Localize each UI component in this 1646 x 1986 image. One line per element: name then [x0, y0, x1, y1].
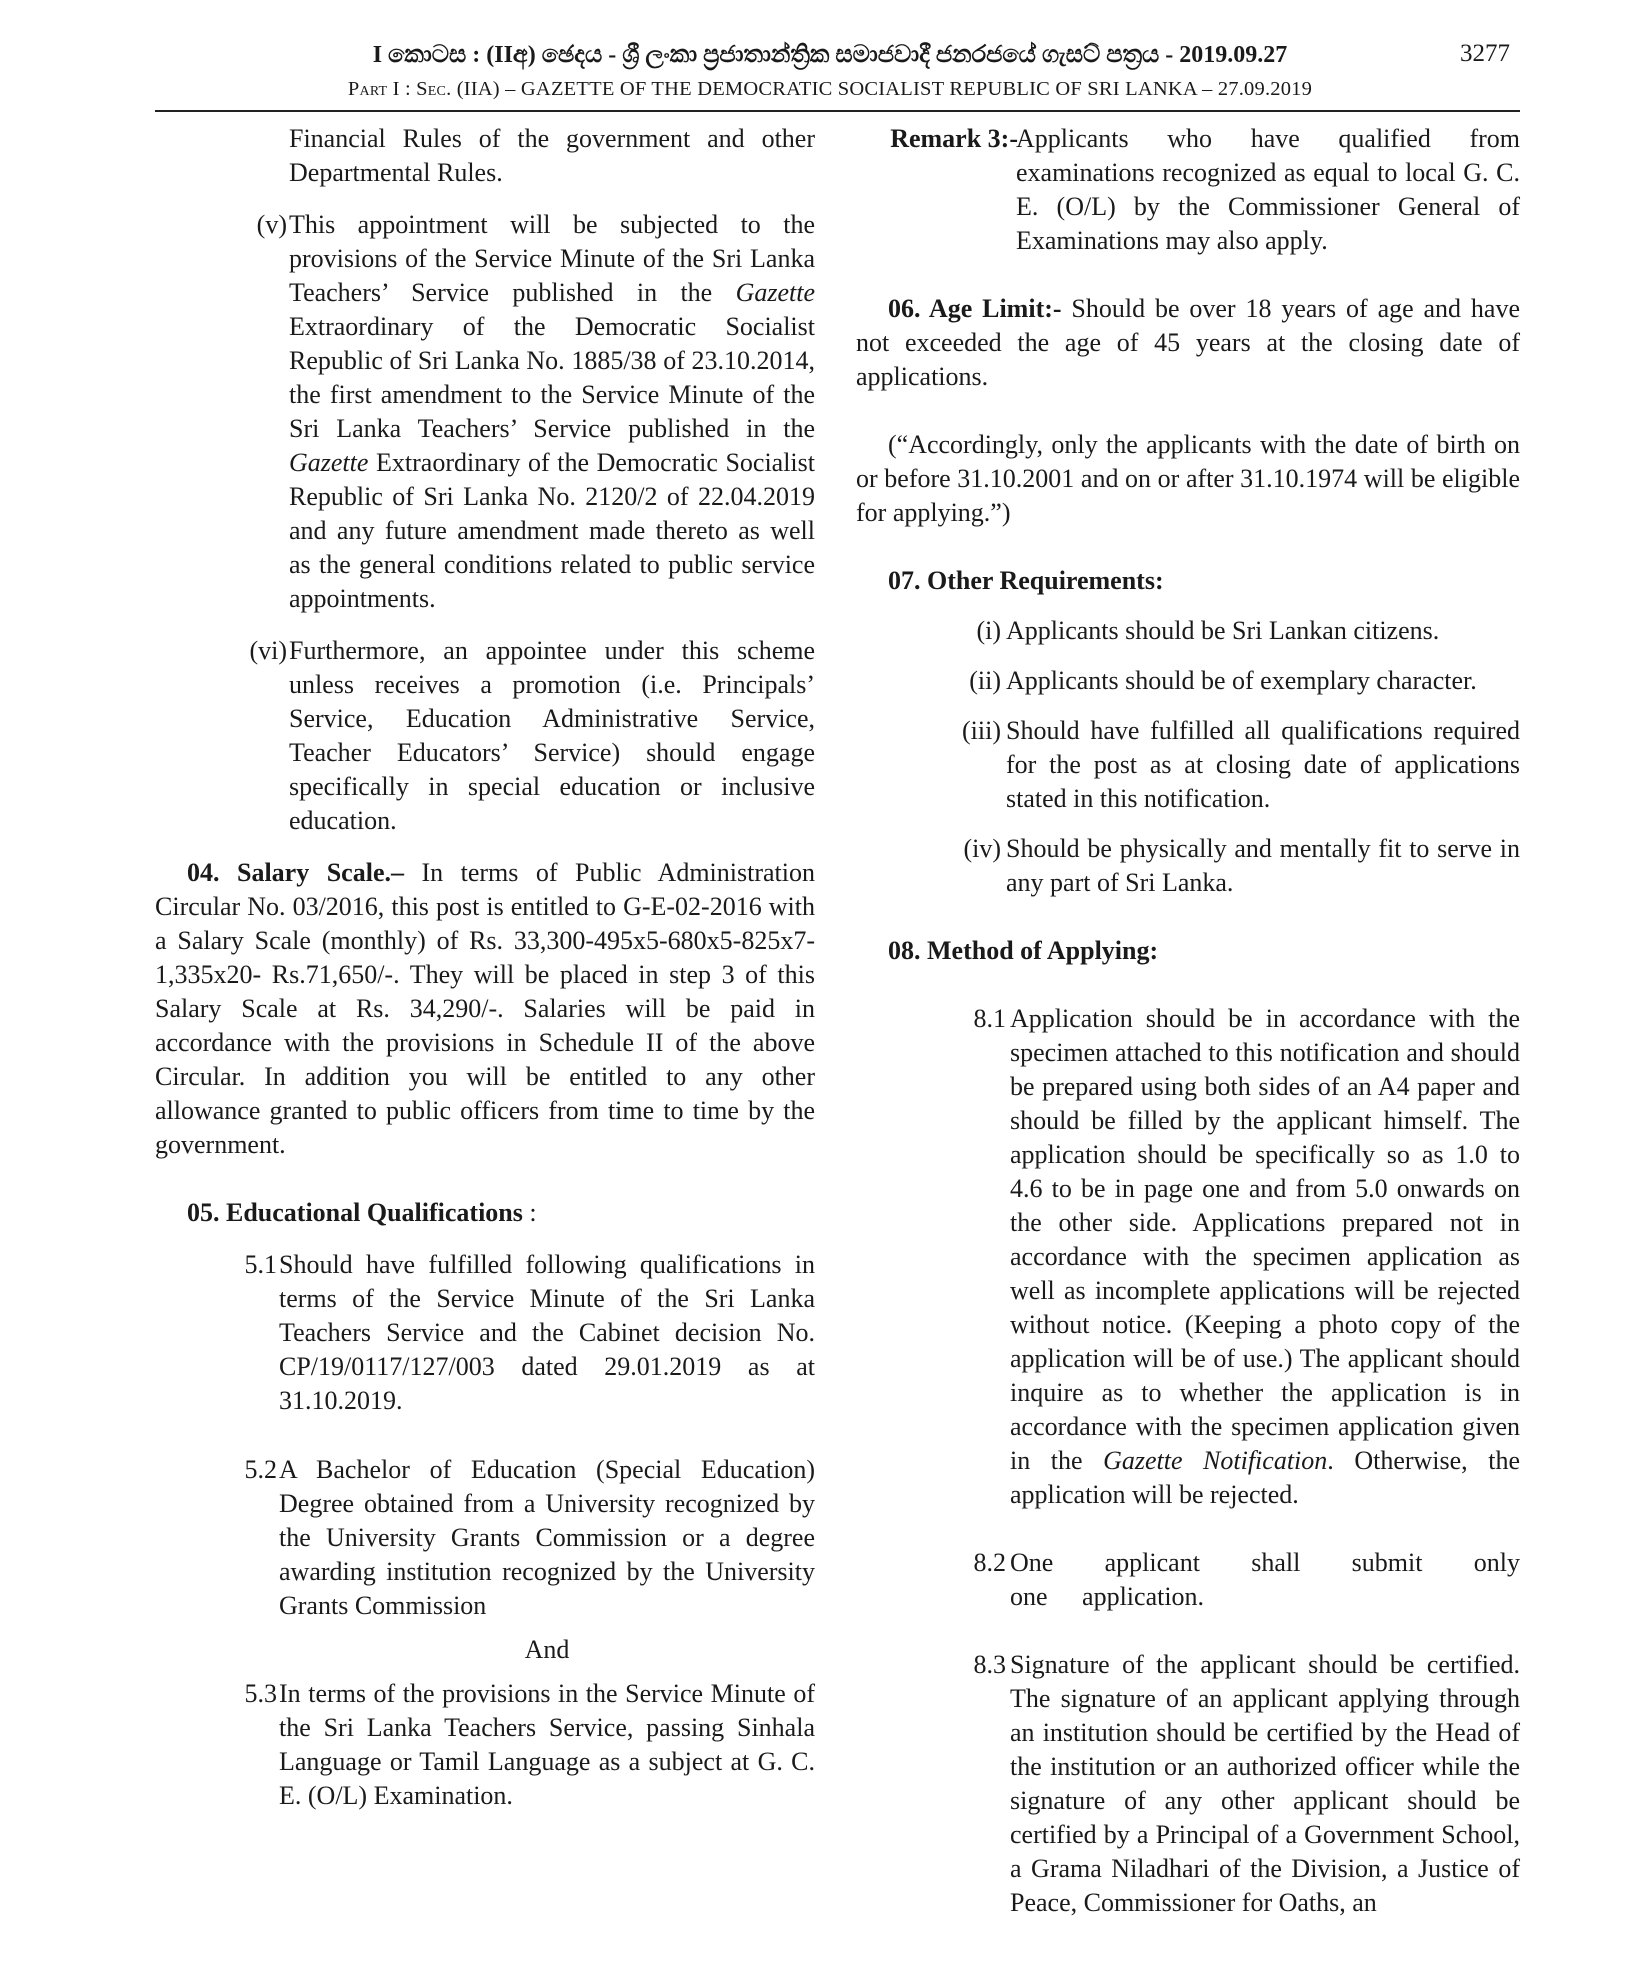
age-limit-note: (“Accordingly, only the applicants with the date of birth on or before 31.10.2001 and on or after 31.10.1974 will be eligible for applying.”)	[856, 430, 1520, 527]
m81-part-b: . Otherwise, the application will be rejected.	[1010, 1446, 1520, 1509]
age-limit-heading: 06. Age Limit:-	[888, 294, 1062, 323]
method-heading: 08. Method of Applying:	[888, 936, 1159, 965]
req-iii-label: (iii)	[962, 716, 1001, 745]
page-number: 3277	[1460, 40, 1510, 67]
age-limit-text: Should be over 18 years of age and have not exceeded the age of 45 years at the closing date of applications.	[856, 294, 1521, 391]
salary-scale-heading: 04. Salary Scale.–	[187, 858, 404, 887]
clause-v-part-c: Extraordinary of the Democratic Socialist Republic of Sri Lanka No. 2120/2 of 22.04.2019 and any future amendment made thereto as well as the general conditions related to public service appointments.	[289, 448, 816, 613]
requirement-iv	[963, 832, 1520, 900]
requirement-ii	[969, 664, 1520, 698]
m81-label: 8.1	[973, 1004, 1006, 1033]
header-rule	[155, 110, 1520, 112]
m81-gazette-notification: Gazette Notification	[1103, 1446, 1328, 1475]
requirement-i	[976, 614, 1520, 648]
other-requirements-heading-line	[856, 564, 1520, 598]
header-english-line: Part I : Sec. (IIA) – GAZETTE OF THE DEMOCRATIC SOCIALIST REPUBLIC OF SRI LANKA – 27.09.2019	[347, 78, 1313, 100]
clause-vi-text: Furthermore, an appointee under this scheme unless receives a promotion (i.e. Principals’ Service, Education Administrative Service, Teacher Educators’ Service) should engage specifically in special education or inclusive education.	[289, 636, 815, 835]
m82-text: One applicant shall submit only one application.	[1010, 1548, 1520, 1611]
qualification-5-3	[244, 1677, 815, 1813]
clause-v-label: (v)	[256, 210, 287, 239]
edu-heading-colon: :	[522, 1198, 537, 1227]
intro-continuation: Financial Rules of the government and other Departmental Rules.	[289, 124, 815, 187]
remark-3-label: Remark 3:-	[890, 124, 1018, 153]
req-iv-label: (iv)	[963, 834, 1001, 863]
qualification-5-1	[244, 1248, 815, 1418]
header-english-rest: (IIA) – GAZETTE OF THE DEMOCRATIC SOCIALIST REPUBLIC OF SRI LANKA – 27.09.2019	[456, 78, 1313, 100]
method-8-1	[973, 1002, 1520, 1512]
salary-scale-section	[155, 856, 815, 1162]
right-column	[856, 122, 1520, 1920]
clause-vi	[249, 634, 815, 838]
m83-text: Signature of the applicant should be certified. The signature of an applicant applying through an institution should be certified by the Head of the institution or an authorized officer while the signature of any other applicant should be certified by a Principal of a Government School, a Grama Niladhari of the Division, a Justice of Peace, Commissioner for Oaths, an	[1010, 1650, 1520, 1917]
edu-qualifications-heading: 05. Educational Qualifications	[187, 1198, 523, 1227]
requirement-iii	[962, 714, 1520, 816]
header-part: Part I	[347, 78, 400, 100]
q53-label: 5.3	[244, 1679, 277, 1708]
clause-vi-label: (vi)	[249, 636, 287, 665]
header-sinhala-line: I කොටස : (IIඅ) ඡෙදය - ශ්‍රී ලංකා ප්‍රජාතාන්ත්‍රික සමාජවාදී ජනරජයේ ගැසට් පත්‍රය - 2019.09.27	[372, 42, 1288, 68]
m81-text	[1010, 1002, 1520, 1512]
edu-qualifications-heading-line	[155, 1196, 815, 1230]
m81-part-a: Application should be in accordance with the specimen attached to this notification and should be prepared using both sides of an A4 paper and should be filled by the applicant himself. The application should be specifically so as 1.0 to 4.6 to be in page one and from 5.0 onwards on the other side. Applications prepared not in accordance with the specimen application as well as incomplete applications will be rejected without notice. (Keeping a photo copy of the application will be of use.) The applicant should inquire as to whether the application is in accordance with the specimen application given in the	[1010, 1004, 1520, 1475]
req-i-label: (i)	[976, 616, 1001, 645]
page-header	[155, 36, 1520, 112]
method-heading-line	[856, 934, 1520, 968]
method-8-3	[973, 1648, 1520, 1920]
clause-v-text	[289, 208, 815, 616]
clause-v-part-a: This appointment will be subjected to the provisions of the Service Minute of the Sri Lanka Teachers’ Service published in the	[289, 210, 815, 307]
header-sec: Sec.	[416, 78, 452, 100]
other-requirements-heading: 07. Other Requirements:	[888, 566, 1164, 595]
q52-label: 5.2	[244, 1455, 277, 1484]
remark-3-body: Applicants who have qualified from examinations recognized as equal to local G. C. E. (O/L) by the Commissioner General of Examinations may also apply.	[1016, 124, 1520, 255]
clause-v-gazette-1: Gazette	[735, 278, 815, 307]
and-connector: And	[524, 1635, 570, 1664]
salary-scale-text: In terms of Public Administration Circular No. 03/2016, this post is entitled to G-E-02-2016 with a Salary Scale (monthly) of Rs. 33,300-495x5-680x5-825x7-1,335x20- Rs.71,650/-. They will be placed in step 3 of this Salary Scale at Rs. 34,290/-. Salaries will be paid in accordance with the provisions in Schedule II of the above Circular. In addition you will be entitled to any other allowance granted to public officers from time to time by the government.	[155, 858, 815, 1159]
clause-v-gazette-2: Gazette	[289, 448, 369, 477]
req-ii-text: Applicants should be of exemplary character.	[1006, 666, 1477, 695]
m83-label: 8.3	[973, 1650, 1006, 1679]
remark-3	[890, 122, 1520, 258]
clause-v	[256, 208, 816, 616]
q51-label: 5.1	[244, 1250, 277, 1279]
m82-label: 8.2	[973, 1548, 1006, 1577]
clause-v-part-b: Extraordinary of the Democratic Socialist Republic of Sri Lanka No. 1885/38 of 23.10.2014, the first amendment to the Service Minute of the Sri Lanka Teachers’ Service published in the	[289, 312, 815, 443]
req-ii-label: (ii)	[969, 666, 1001, 695]
req-iii-text: Should have fulfilled all qualifications required for the post as at closing date of applications stated in this notification.	[1006, 716, 1520, 813]
q53-text: In terms of the provisions in the Service Minute of the Sri Lanka Teachers Service, passing Sinhala Language or Tamil Language as a subject at G. C. E. (O/L) Examination.	[279, 1679, 815, 1810]
qualification-5-2	[244, 1453, 815, 1623]
q52-text: A Bachelor of Education (Special Education) Degree obtained from a University recognized by the University Grants Commission or a degree awarding institution recognized by the University Grants Commission	[279, 1455, 815, 1620]
q51-text: Should have fulfilled following qualifications in terms of the Service Minute of the Sri Lanka Teachers Service and the Cabinet decision No. CP/19/0117/127/003 dated 29.01.2019 as at 31.10.2019.	[279, 1250, 815, 1415]
req-iv-text: Should be physically and mentally fit to serve in any part of Sri Lanka.	[1006, 834, 1520, 897]
remark-3-text	[1016, 122, 1520, 258]
method-8-2	[973, 1546, 1520, 1614]
age-limit-section	[856, 292, 1520, 394]
left-column	[155, 122, 815, 1813]
req-i-text: Applicants should be Sri Lankan citizens.	[1006, 616, 1440, 645]
